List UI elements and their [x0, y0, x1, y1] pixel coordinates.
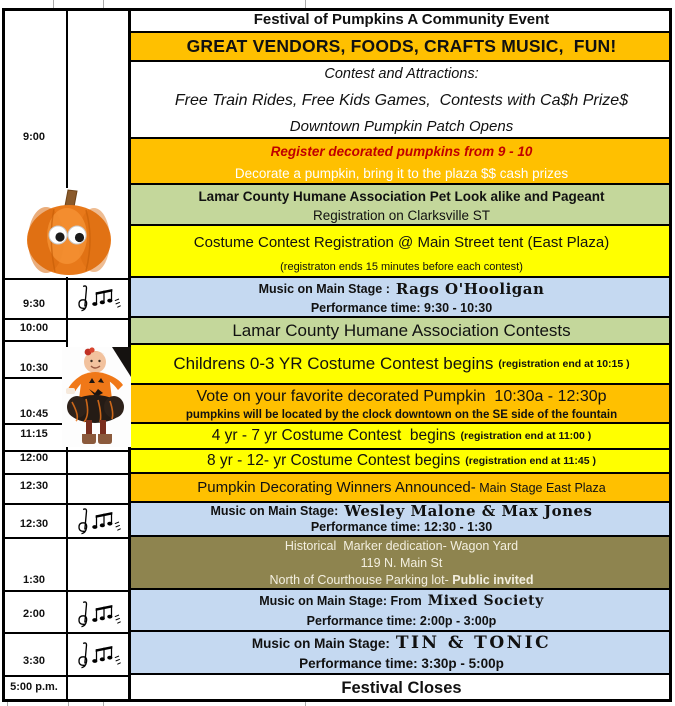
- childrens-contest-text: Childrens 0-3 YR Costume Contest begins: [173, 354, 494, 373]
- performance-time: Performance time: 3:30p - 5:00p: [299, 656, 504, 671]
- historical-title: Historical Marker dedication- Wagon Yard: [284, 538, 519, 553]
- performance-time: Performance time: 9:30 - 10:30: [310, 301, 493, 315]
- music-stage-label: Music on Main Stage :: [258, 282, 390, 296]
- vote-location-note: pumpkins will be located by the clock downtown on the SE side of the fountain: [185, 409, 618, 421]
- gridline-tick: [103, 702, 104, 706]
- music-notes-icon: [74, 600, 124, 635]
- contest-8-12-note: (registration end at 11:45 ): [465, 455, 596, 467]
- time-label: 5:00 p.m.: [10, 681, 58, 693]
- time-label: 1:30: [22, 574, 46, 586]
- costume-registration-line: Costume Contest Registration @ Main Street tent (East Plaza): [193, 233, 610, 251]
- row-humane-contests: [131, 318, 672, 345]
- pageant-registration: Registration on Clarksville ST: [312, 208, 491, 223]
- row-music-mixed-society: [131, 590, 672, 632]
- public-invited-text: Public invited: [452, 572, 534, 587]
- costume-registration-note: (registraton ends 15 minutes before each contest): [280, 261, 523, 273]
- historical-address: 119 N. Main St: [360, 555, 443, 570]
- time-label: 9:30: [22, 298, 46, 310]
- intro-line-1: Contest and Attractions:: [324, 66, 479, 82]
- row-childrens-contest: [131, 345, 672, 385]
- gridline-tick: [7, 702, 8, 706]
- grid-line: [2, 340, 66, 342]
- time-label: 10:30: [19, 362, 49, 374]
- time-label: 12:30: [19, 480, 49, 492]
- winners-text: Pumpkin Decorating Winners Announced-: [197, 479, 476, 496]
- intro-line-2: Free Train Rides, Free Kids Games, Contests with Ca$h Prize$: [174, 91, 629, 109]
- googly-eyed-pumpkin-photo: [10, 188, 128, 277]
- performance-time: Performance time: 12:30 - 1:30: [310, 520, 493, 534]
- row-contest-4-7: [131, 424, 672, 450]
- humane-contests-text: Lamar County Humane Association Contests: [232, 320, 571, 340]
- banner-text: GREAT VENDORS, FOODS, CRAFTS MUSIC, FUN!: [186, 36, 617, 56]
- childrens-contest-note: (registration end at 10:15 ): [498, 358, 630, 370]
- register-line: Register decorated pumpkins from 9 - 10: [270, 143, 533, 159]
- row-pet-pageant: [131, 185, 672, 226]
- gridline-tick: [53, 0, 54, 8]
- music-stage-label: Music on Main Stage: From: [259, 594, 422, 608]
- historical-location: North of Courthouse Parking lot-: [269, 572, 453, 587]
- gridline-tick: [103, 0, 104, 8]
- row-banner: [131, 33, 672, 62]
- time-label: 10:45: [19, 408, 49, 420]
- row-title: [131, 8, 672, 33]
- grid-line: [2, 377, 66, 379]
- band-name: TIN & TONIC: [395, 633, 552, 653]
- band-name: Mixed Society: [427, 593, 544, 609]
- contest-4-7-note: (registration end at 11:00 ): [460, 430, 592, 442]
- gridline-tick: [305, 702, 306, 706]
- baby-in-pumpkin-costume-photo: [62, 347, 131, 447]
- music-notes-icon: [74, 641, 124, 676]
- time-label: 3:30: [22, 655, 46, 667]
- gridline-tick: [305, 0, 306, 8]
- row-festival-closes: [131, 675, 672, 702]
- time-label: 12:30: [19, 518, 49, 530]
- row-costume-registration: [131, 226, 672, 278]
- row-intro: [131, 62, 672, 139]
- pageant-title: Lamar County Humane Association Pet Look alike and Pageant: [198, 188, 605, 204]
- row-historical-marker: [131, 537, 672, 590]
- row-decorating-winners: [131, 474, 672, 503]
- row-register-pumpkins: [131, 139, 672, 185]
- row-pumpkin-vote: [131, 385, 672, 424]
- gridline-tick: [68, 702, 69, 706]
- music-notes-icon: [74, 284, 124, 319]
- winners-location: Main Stage East Plaza: [475, 480, 606, 495]
- row-music-tin-tonic: [131, 632, 672, 675]
- time-label: 9:00: [22, 131, 46, 143]
- time-label: 12:00: [19, 452, 49, 464]
- decorate-line: Decorate a pumpkin, bring it to the plaza $$ cash prizes: [234, 165, 569, 181]
- row-contest-8-12: [131, 450, 672, 474]
- music-stage-label: Music on Main Stage:: [210, 504, 339, 518]
- time-label: 11:15: [20, 428, 48, 440]
- vote-line: Vote on your favorite decorated Pumpkin 10:30a - 12:30p: [196, 387, 607, 405]
- contest-8-12-text: 8 yr - 12- yr Costume Contest begins: [207, 452, 461, 469]
- band-name: Wesley Malone & Max Jones: [344, 503, 593, 520]
- festival-closes-text: Festival Closes: [341, 679, 462, 697]
- time-label: 10:00: [19, 322, 49, 334]
- time-label: 2:00: [22, 608, 46, 620]
- contest-4-7-text: 4 yr - 7 yr Costume Contest begins: [211, 427, 456, 444]
- page-title: Festival of Pumpkins A Community Event: [253, 11, 550, 28]
- row-music-rags-ohooligan: [131, 278, 672, 318]
- intro-line-3: Downtown Pumpkin Patch Opens: [289, 117, 514, 135]
- performance-time: Performance time: 2:00p - 3:00p: [306, 614, 497, 628]
- music-stage-label: Music on Main Stage:: [251, 635, 390, 651]
- band-name: Rags O'Hooligan: [395, 280, 545, 298]
- row-music-wesley-max: [131, 503, 672, 537]
- music-notes-icon: [74, 507, 124, 542]
